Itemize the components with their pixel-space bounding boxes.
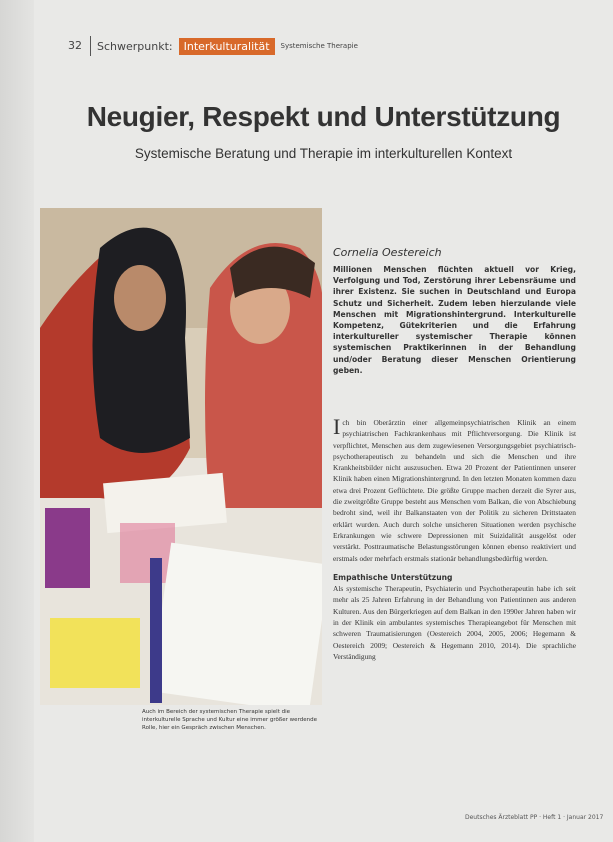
article-body [333,414,576,662]
section-heading: Empathische Unterstützung [333,572,453,582]
drop-cap: I [333,414,341,439]
article-subtitle: Systemische Beratung und Therapie im interkulturellen Kontext [134,146,513,161]
page-footer: Deutsches Ärzteblatt PP · Heft 1 · Januar 2017 [465,814,604,821]
running-header [68,36,358,56]
page-gutter [0,0,34,842]
body-paragraph: Als systemische Therapeutin, Psychiaterin und Psychotherapeutin habe ich seit mehr als 25 Jahren Erfahrung in der Behandlung von Patientinnen aus anderen Kulturen. Aus den Bürgerkriegen auf dem Balkan in den 1990er Jahren haben wir in der Klinik ein ambulantes systemisches Therapieangebot für Menschen mit schweren Traumatisierungen (Oestereich 2004, 2005, 2006; Hegemann & Oestereich 2009; Oestereich & Hegemann 2010, 2014). Die sprachliche Verständigung [333,584,576,661]
page-number: 32 [68,36,91,56]
section-label: Schwerpunkt: [97,39,173,53]
body-paragraph [333,414,576,564]
photo-caption: Auch im Bereich der systemischen Therapie spielt die interkulturelle Sprache und Kultur eine immer größer werdende Rolle, hier ein Gespräch zwischen Menschen. [142,709,317,731]
author-name: Cornelia Oestereich [333,246,442,259]
article-photo [40,208,322,705]
topic-tag: Interkulturalität [179,38,275,55]
body-text: ch bin Oberärztin einer allgemeinpsychiatrischen Klinik an einem psychiatrischen Fachkrankenhaus mit Pflichtversorgung. Die Klinik ist verpflichtet, Menschen aus dem zugewiesenen Versorgungsgebiet psychiatrisch-psychotherapeutisch zu behandeln und sich die Menschen und ihre Krankheitsbilder nicht auszusuchen. Etwa 20 Prozent der Patientinnen unserer Klinik haben einen Migrationshintergrund. In den letzten Monaten kommen dazu etwa drei Prozent Geflüchtete. Die größte Gruppe machen derzeit die Syrer aus, die zweitgrößte Gruppe besteht aus Menschen vom Balkan, die von Abschiebung bedroht sind, weil ihr Balkanstaaten von der Politik zu sicheren Drittstaaten erklärt wurden. Auch durch solche unsicheren Situationen werden psychische Erkrankungen wie schwere Depressionen mit Suizidalität ausgelöst oder verstärkt. Posttraumatische Belastungsstörungen können ebenso reaktiviert und erstmals oder mehrfach erstmals stationär behandlungsbedürftig werden. [333,418,576,563]
subtopic-label: Systemische Therapie [280,42,358,50]
article-title: Neugier, Respekt und Unterstützung [86,101,561,132]
intro-paragraph: Millionen Menschen flüchten aktuell vor Krieg, Verfolgung und Tod, Zerstörung ihrer Lebensräume und ihrer Existenz. Sie suchen in Deutschland und Europa Schutz und Sicherheit. Zudem leben hierzulande viele Menschen mit Migrationshintergrund. Interkulturelle Kompetenz, Gütekriterien und die Erfahrung interkultureller systemischer Therapie können systemischen Praktikerinnen in der Behandlung und/oder Beratung dieser Menschen Orientierung geben. [333,265,576,375]
